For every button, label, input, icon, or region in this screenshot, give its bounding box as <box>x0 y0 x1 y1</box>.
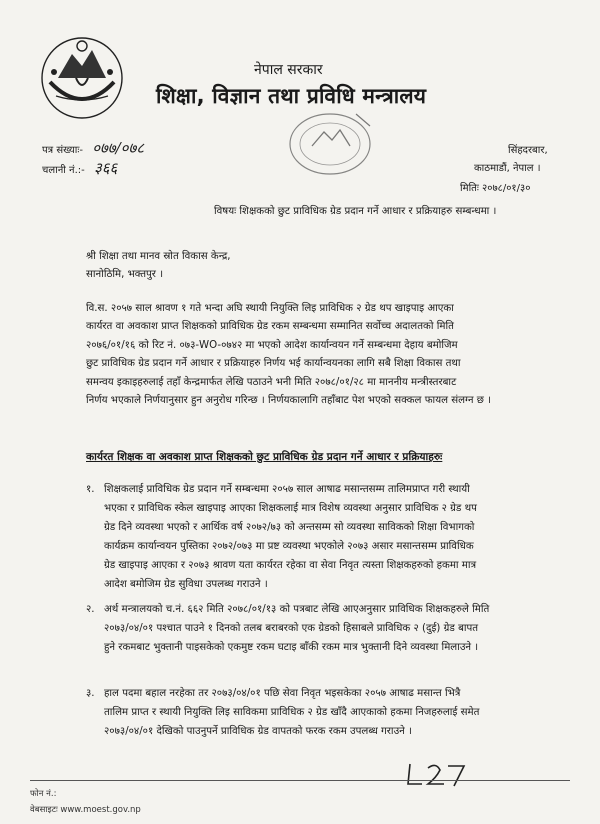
list-item-line: हुने रकमबाट भुक्तानी पाइसकेको एकमुष्ट रकम घटाइ बाँकी रकम मात्र भुक्तानी दिने व्यवस्था मिलाउने । <box>104 642 479 653</box>
body-line: वि.स. २०५७ साल श्रावण १ गते भन्दा अघि स्थायी नियुक्ति लिइ प्राविधिक २ ग्रेड थप खाइपाइ आएका <box>86 303 454 314</box>
address-line1: सिंहदरबार, <box>508 145 548 156</box>
official-stamp-icon <box>282 104 378 180</box>
body-line: निर्णय भएकाले निर्णयानुसार हुन अनुरोध गरिन्छ । निर्णयकालागि तहाँबाट पेश भएको सक्कल फायल संलग्न छ । <box>86 395 492 407</box>
list-item-line: भएका र प्राविधिक स्केल खाइपाइ आएका शिक्षकलाई मात्र विशेष व्यवस्था अनुसार प्राविधिक २ ग्रेड थप <box>104 503 477 514</box>
footer-website: वेबसाइटः www.moest.gov.np <box>30 805 141 815</box>
nepal-emblem-icon <box>36 32 128 124</box>
ref-no-value: ०७७/०७८ <box>92 139 145 157</box>
recipient-line1: श्री शिक्षा तथा मानव स्रोत विकास केन्द्र, <box>86 251 231 262</box>
list-item-line: अर्थ मन्त्रालयको च.नं. ६६२ मिति २०७८/०१/१३ को पत्रबाट लेखि आएअनुसार प्राविधिक शिक्षकहरुले मिति <box>104 604 490 615</box>
list-item-text <box>104 600 564 657</box>
letter-date: मितिः २०७८/०१/३० <box>460 183 531 194</box>
list-item-text <box>104 684 564 741</box>
dispatch-no-row <box>42 158 117 178</box>
list-item-line: कार्यक्रम कार्यान्वयन पुस्तिका २०७२/०७३ मा प्रष्ट व्यवस्था भएकोले २०७३ असार मसान्तसम्म प्राविधिक <box>104 541 474 552</box>
ref-no-label: पत्र संख्याः- <box>42 145 84 156</box>
body-line: २०७६/०१/१६ को रिट नं. ०७३-WO-०७४२ मा भएको आदेश कार्यान्वयन गर्ने सम्बन्धमा देहाय बमोजिम <box>86 339 458 351</box>
section-heading: कार्यरत शिक्षक वा अवकाश प्राप्त शिक्षकको छुट प्राविधिक ग्रेड प्रदान गर्ने आधार र प्रक्रियाहरुः <box>86 451 443 463</box>
list-item-line: तालिम प्राप्त र स्थायी नियुक्ति लिइ साविकमा प्राविधिक २ ग्रेड खाँदै आएकाको हकमा निजहरुलाई समेत <box>104 707 480 718</box>
body-line: कार्यरत वा अवकाश प्राप्त शिक्षकको प्राविधिक ग्रेड रकम सम्बन्धमा सम्मानित सर्वोच्च अदालतको मिति <box>86 321 454 333</box>
body-paragraph <box>86 300 562 410</box>
subject-line: विषयः शिक्षकको छुट प्राविधिक ग्रेड प्रदान गर्ने आधार र प्रक्रियाहरु सम्बन्धमा । <box>214 206 497 217</box>
ministry-name: शिक्षा, विज्ञान तथा प्रविधि मन्त्रालय <box>156 84 427 108</box>
government-name: नेपाल सरकार <box>254 62 323 78</box>
list-item-number: ३. <box>86 688 95 699</box>
ref-no-row <box>42 138 144 158</box>
list-item-number: २. <box>86 604 95 615</box>
address-line2: काठमाडौं, नेपाल । <box>474 163 541 174</box>
list-item-line: ग्रेड खाइपाइ आएका र २०७३ श्रावण यता कार्यरत रहेका वा सेवा निवृत त्यस्ता शिक्षकहरुको हकमा मात्र <box>104 560 477 571</box>
list-item-line: ग्रेड दिने व्यवस्था भएको र आर्थिक वर्ष २०७२/७३ को अन्तसम्म सो व्यवस्था साविकको शिक्षा विभागको <box>104 522 475 533</box>
body-line: समन्वय इकाइहरुलाई तहाँ केन्द्रमार्फत लेखि पठाउने भनी मिति २०७८/०१/२८ मा माननीय मन्त्रीस्तरबाट <box>86 376 457 388</box>
list-item-line: आदेश बमोजिम ग्रेड सुविधा उपलब्ध गराउने । <box>104 579 268 590</box>
handwritten-mark-icon <box>400 760 490 790</box>
footer-divider <box>30 780 570 781</box>
dispatch-no-label: चलानी नं.:- <box>42 165 85 176</box>
list-item-text <box>104 480 564 594</box>
dispatch-no-value: ३६६ <box>93 159 118 177</box>
body-line: छुट प्राविधिक ग्रेड प्रदान गर्ने आधार र प्रक्रियाहरु निर्णय भई कार्यान्वयनका लागि सबै शिक्षा विकास तथा <box>86 358 461 370</box>
list-item-line: २०७३/०४/०१ पश्चात पाउने १ दिनको तलब बराबरको एक ग्रेडको हिसाबले प्राविधिक २ (दुई) ग्रेड बापत <box>104 623 479 634</box>
list-item-number: १. <box>86 484 95 495</box>
list-item-line: २०७३/०४/०१ देखिको पाउनुपर्ने प्राविधिक ग्रेड वापतको फरक रकम उपलब्ध गराउने । <box>104 726 412 737</box>
list-item-line: शिक्षकलाई प्राविधिक ग्रेड प्रदान गर्ने सम्बन्धमा २०५७ साल आषाढ मसान्तसम्म तालिमप्राप्त गरी स्थायी <box>104 484 470 495</box>
footer-phone: फोन नं.: <box>30 789 57 799</box>
recipient-line2: सानोठिमि, भक्तपुर । <box>86 269 164 280</box>
list-item-line: हाल पदमा बहाल नरहेका तर २०७३/०४/०१ पछि सेवा निवृत भइसकेका २०५७ आषाढ मसान्त भित्रै <box>104 688 461 699</box>
